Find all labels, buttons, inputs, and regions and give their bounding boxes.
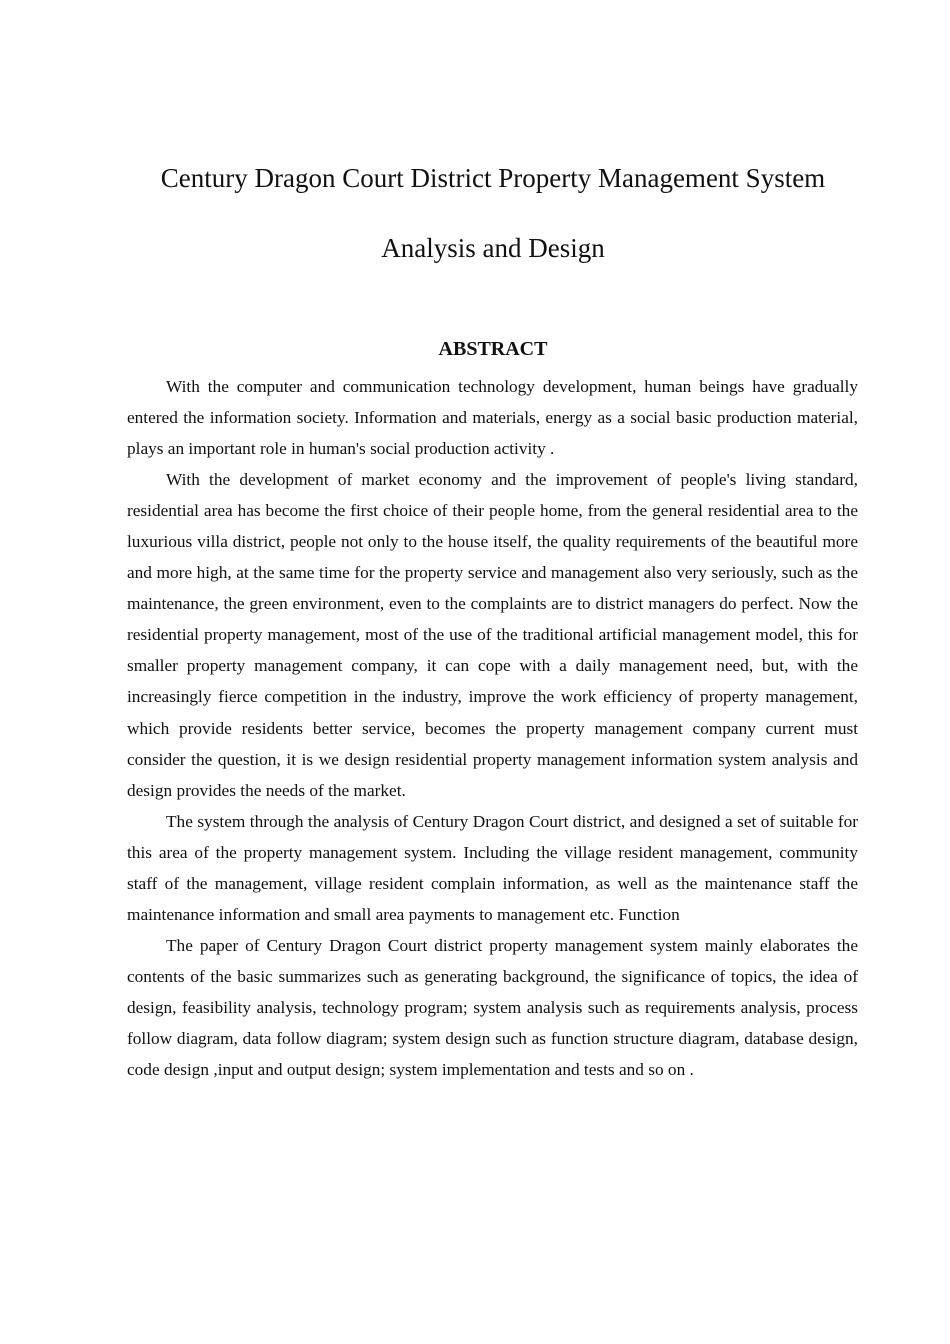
title-line-2: Analysis and Design: [381, 233, 605, 263]
document-title: [0, 143, 950, 283]
abstract-heading: ABSTRACT: [438, 338, 548, 360]
abstract-paragraph-1: With the computer and communication technology development, human beings have gradually entered the information society. Information and materials, energy as a social basic production material, plays an important role in human's social production activity .: [127, 377, 858, 459]
abstract-body: [127, 371, 858, 1085]
abstract-paragraph-2: With the development of market economy and the improvement of people's living standard, residential area has become the first choice of their people home, from the general residential area to the luxurious villa district, people not only to the house itself, the quality requirements of the beautiful more and more high, at the same time for the property service and management also very seriously, such as the maintenance, the green environment, even to the complaints are to district managers do perfect. Now the residential property management, most of the use of the traditional artificial management model, this for smaller property management company, it can cope with a daily management need, but, with the increasingly fierce competition in the industry, improve the work efficiency of property management, which provide residents better service, becomes the property management company current must consider the question, it is we design residential property management information system analysis and design provides the needs of the market.: [127, 470, 858, 800]
abstract-paragraph-4: The paper of Century Dragon Court district property management system mainly elaborates the contents of the basic summarizes such as generating background, the significance of topics, the idea of design, feasibility analysis, technology program; system analysis such as requirements analysis, process follow diagram, data follow diagram; system design such as function structure diagram, database design, code design ,input and output design; system implementation and tests and so on .: [127, 935, 858, 1080]
abstract-paragraph-3: The system through the analysis of Century Dragon Court district, and designed a set of suitable for this area of the property management system. Including the village resident management, community staff of the management, village resident complain information, as well as the maintenance staff the maintenance information and small area payments to management etc. Function: [127, 811, 858, 924]
title-line-1: Century Dragon Court District Property Management System: [160, 163, 826, 193]
